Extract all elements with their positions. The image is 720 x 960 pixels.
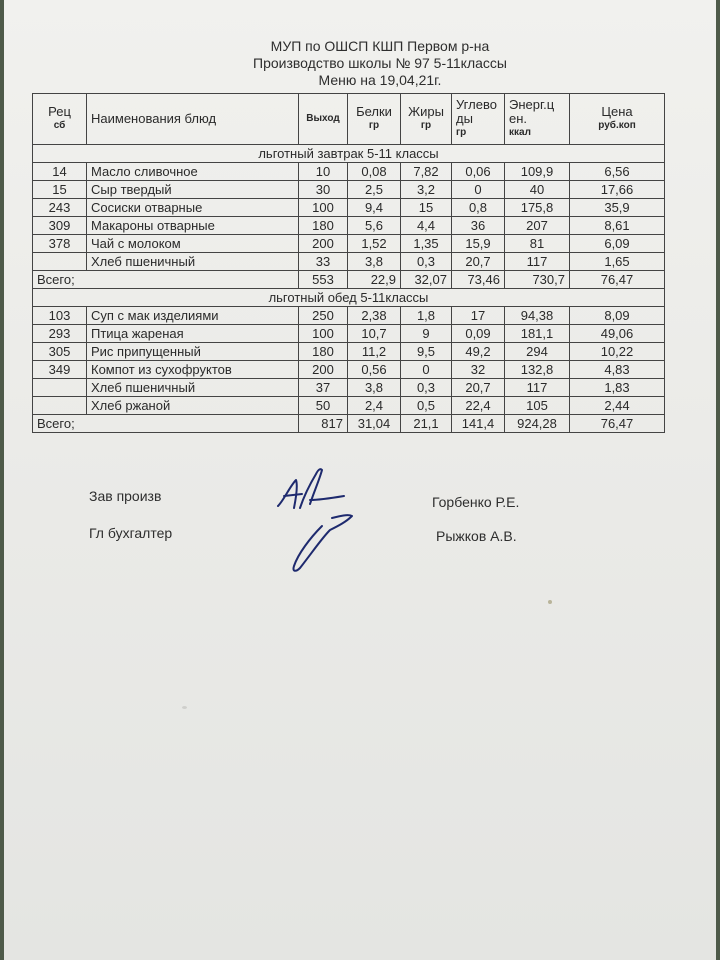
signature-label-production-head: Зав произв bbox=[89, 488, 162, 504]
section-title-lunch: льготный обед 5-11классы bbox=[33, 289, 665, 307]
paper-speck bbox=[548, 600, 552, 604]
col-header-fat-label: Жиры bbox=[408, 104, 444, 119]
cell-dish-name: Хлеб пшеничный bbox=[87, 253, 299, 271]
col-header-recipe-label: Рец bbox=[48, 104, 71, 119]
col-header-recipe-sub: сб bbox=[53, 120, 66, 131]
menu-table bbox=[32, 93, 665, 433]
cell-energy: 105 bbox=[505, 397, 570, 415]
cell-recipe: 309 bbox=[33, 217, 87, 235]
cell-energy: 117 bbox=[505, 379, 570, 397]
cell-dish-name: Сосиски отварные bbox=[87, 199, 299, 217]
cell-protein: 3,8 bbox=[348, 253, 401, 271]
cell-carbs: 32 bbox=[452, 361, 505, 379]
total-fat: 21,1 bbox=[401, 415, 452, 433]
table-row bbox=[33, 325, 665, 343]
cell-fat: 0 bbox=[401, 361, 452, 379]
cell-fat: 4,4 bbox=[401, 217, 452, 235]
table-header-row bbox=[33, 94, 665, 145]
signature-stroke bbox=[310, 496, 344, 500]
cell-fat: 0,3 bbox=[401, 379, 452, 397]
total-energy: 924,28 bbox=[505, 415, 570, 433]
cell-protein: 1,52 bbox=[348, 235, 401, 253]
col-header-carbs bbox=[452, 94, 505, 145]
col-header-output-label: Выход bbox=[306, 113, 340, 124]
total-fat: 32,07 bbox=[401, 271, 452, 289]
cell-output: 30 bbox=[299, 181, 348, 199]
table-row bbox=[33, 253, 665, 271]
cell-price: 1,83 bbox=[570, 379, 665, 397]
cell-energy: 94,38 bbox=[505, 307, 570, 325]
cell-carbs: 17 bbox=[452, 307, 505, 325]
cell-energy: 294 bbox=[505, 343, 570, 361]
cell-output: 100 bbox=[299, 199, 348, 217]
table-row bbox=[33, 397, 665, 415]
cell-carbs: 20,7 bbox=[452, 253, 505, 271]
cell-recipe: 103 bbox=[33, 307, 87, 325]
cell-price: 2,44 bbox=[570, 397, 665, 415]
total-label: Всего; bbox=[33, 415, 299, 433]
cell-carbs: 36 bbox=[452, 217, 505, 235]
signature-name-chief-accountant: Рыжков А.В. bbox=[436, 528, 517, 544]
col-header-energy-label-2: ен. bbox=[509, 111, 528, 126]
cell-recipe: 293 bbox=[33, 325, 87, 343]
col-header-protein bbox=[348, 94, 401, 145]
cell-energy: 181,1 bbox=[505, 325, 570, 343]
col-header-recipe bbox=[33, 94, 87, 145]
cell-protein: 2,4 bbox=[348, 397, 401, 415]
col-header-price-label: Цена bbox=[601, 104, 633, 119]
cell-fat: 1,8 bbox=[401, 307, 452, 325]
cell-carbs: 15,9 bbox=[452, 235, 505, 253]
col-header-price-unit: руб.коп bbox=[598, 120, 636, 131]
col-header-output bbox=[299, 94, 348, 145]
total-carbs: 141,4 bbox=[452, 415, 505, 433]
cell-protein: 0,56 bbox=[348, 361, 401, 379]
table-row bbox=[33, 217, 665, 235]
table-row bbox=[33, 181, 665, 199]
signature-name-production-head: Горбенко Р.Е. bbox=[432, 494, 520, 510]
cell-fat: 0,3 bbox=[401, 253, 452, 271]
background-edge-right bbox=[716, 0, 720, 960]
cell-dish-name: Сыр твердый bbox=[87, 181, 299, 199]
cell-output: 10 bbox=[299, 163, 348, 181]
cell-price: 17,66 bbox=[570, 181, 665, 199]
cell-recipe: 378 bbox=[33, 235, 87, 253]
cell-fat: 9,5 bbox=[401, 343, 452, 361]
cell-recipe bbox=[33, 379, 87, 397]
table-row bbox=[33, 361, 665, 379]
cell-recipe: 15 bbox=[33, 181, 87, 199]
cell-protein: 0,08 bbox=[348, 163, 401, 181]
cell-recipe bbox=[33, 397, 87, 415]
total-carbs: 73,46 bbox=[452, 271, 505, 289]
cell-energy: 207 bbox=[505, 217, 570, 235]
cell-fat: 3,2 bbox=[401, 181, 452, 199]
cell-fat: 1,35 bbox=[401, 235, 452, 253]
cell-output: 50 bbox=[299, 397, 348, 415]
total-row-breakfast bbox=[33, 271, 665, 289]
cell-price: 8,61 bbox=[570, 217, 665, 235]
section-row-breakfast bbox=[33, 145, 665, 163]
cell-energy: 40 bbox=[505, 181, 570, 199]
cell-recipe: 349 bbox=[33, 361, 87, 379]
total-energy: 730,7 bbox=[505, 271, 570, 289]
cell-protein: 11,2 bbox=[348, 343, 401, 361]
cell-protein: 2,38 bbox=[348, 307, 401, 325]
cell-protein: 3,8 bbox=[348, 379, 401, 397]
cell-price: 35,9 bbox=[570, 199, 665, 217]
cell-output: 33 bbox=[299, 253, 348, 271]
cell-dish-name: Макароны отварные bbox=[87, 217, 299, 235]
section-row-lunch bbox=[33, 289, 665, 307]
col-header-price bbox=[570, 94, 665, 145]
signature-stroke bbox=[300, 469, 322, 508]
cell-carbs: 20,7 bbox=[452, 379, 505, 397]
cell-output: 250 bbox=[299, 307, 348, 325]
table-row bbox=[33, 235, 665, 253]
handwritten-signature bbox=[270, 456, 370, 576]
total-price: 76,47 bbox=[570, 415, 665, 433]
cell-carbs: 22,4 bbox=[452, 397, 505, 415]
cell-price: 1,65 bbox=[570, 253, 665, 271]
cell-protein: 2,5 bbox=[348, 181, 401, 199]
cell-price: 8,09 bbox=[570, 307, 665, 325]
cell-recipe: 243 bbox=[33, 199, 87, 217]
col-header-carbs-label-2: ды bbox=[456, 111, 473, 126]
total-label: Всего; bbox=[33, 271, 299, 289]
cell-recipe bbox=[33, 253, 87, 271]
cell-protein: 9,4 bbox=[348, 199, 401, 217]
table-row bbox=[33, 307, 665, 325]
col-header-carbs-unit: гр bbox=[456, 127, 467, 138]
cell-protein: 10,7 bbox=[348, 325, 401, 343]
cell-protein: 5,6 bbox=[348, 217, 401, 235]
cell-price: 4,83 bbox=[570, 361, 665, 379]
cell-price: 49,06 bbox=[570, 325, 665, 343]
total-protein: 22,9 bbox=[348, 271, 401, 289]
header-organization: МУП по ОШСП КШП Первом р-на bbox=[270, 38, 490, 54]
cell-carbs: 0,09 bbox=[452, 325, 505, 343]
cell-output: 37 bbox=[299, 379, 348, 397]
total-output: 817 bbox=[299, 415, 348, 433]
cell-dish-name: Рис припущенный bbox=[87, 343, 299, 361]
cell-dish-name: Хлеб ржаной bbox=[87, 397, 299, 415]
cell-dish-name: Масло сливочное bbox=[87, 163, 299, 181]
cell-recipe: 305 bbox=[33, 343, 87, 361]
col-header-carbs-label: Углево bbox=[456, 97, 497, 112]
table-row bbox=[33, 199, 665, 217]
signature-stroke bbox=[293, 515, 352, 571]
cell-carbs: 0 bbox=[452, 181, 505, 199]
cell-output: 200 bbox=[299, 235, 348, 253]
signature-label-chief-accountant: Гл бухгалтер bbox=[89, 525, 173, 541]
cell-energy: 117 bbox=[505, 253, 570, 271]
cell-energy: 175,8 bbox=[505, 199, 570, 217]
total-protein: 31,04 bbox=[348, 415, 401, 433]
table-row bbox=[33, 343, 665, 361]
total-output: 553 bbox=[299, 271, 348, 289]
col-header-fat-unit: гр bbox=[420, 120, 432, 131]
cell-carbs: 49,2 bbox=[452, 343, 505, 361]
cell-dish-name: Хлеб пшеничный bbox=[87, 379, 299, 397]
cell-fat: 7,82 bbox=[401, 163, 452, 181]
header-production: Производство школы № 97 5-11классы bbox=[253, 55, 507, 71]
cell-output: 180 bbox=[299, 343, 348, 361]
total-price: 76,47 bbox=[570, 271, 665, 289]
total-row-lunch bbox=[33, 415, 665, 433]
section-title-breakfast: льготный завтрак 5-11 классы bbox=[33, 145, 665, 163]
cell-dish-name: Компот из сухофруктов bbox=[87, 361, 299, 379]
cell-energy: 109,9 bbox=[505, 163, 570, 181]
cell-dish-name: Чай с молоком bbox=[87, 235, 299, 253]
table-row bbox=[33, 163, 665, 181]
cell-energy: 81 bbox=[505, 235, 570, 253]
col-header-name: Наименования блюд bbox=[87, 94, 299, 145]
background-edge-left bbox=[0, 0, 4, 960]
col-header-fat bbox=[401, 94, 452, 145]
col-header-energy-label: Энерг.ц bbox=[509, 97, 555, 112]
cell-price: 10,22 bbox=[570, 343, 665, 361]
cell-output: 200 bbox=[299, 361, 348, 379]
col-header-energy-unit: ккал bbox=[509, 127, 531, 138]
cell-carbs: 0,06 bbox=[452, 163, 505, 181]
col-header-energy bbox=[505, 94, 570, 145]
cell-recipe: 14 bbox=[33, 163, 87, 181]
cell-fat: 9 bbox=[401, 325, 452, 343]
cell-dish-name: Суп с мак изделиями bbox=[87, 307, 299, 325]
header-menu-date: Меню на 19,04,21г. bbox=[318, 72, 442, 88]
cell-output: 180 bbox=[299, 217, 348, 235]
col-header-protein-label: Белки bbox=[356, 104, 392, 119]
cell-price: 6,56 bbox=[570, 163, 665, 181]
cell-price: 6,09 bbox=[570, 235, 665, 253]
cell-dish-name: Птица жареная bbox=[87, 325, 299, 343]
paper-speck bbox=[182, 706, 187, 709]
cell-output: 100 bbox=[299, 325, 348, 343]
cell-fat: 0,5 bbox=[401, 397, 452, 415]
cell-carbs: 0,8 bbox=[452, 199, 505, 217]
cell-fat: 15 bbox=[401, 199, 452, 217]
col-header-protein-unit: гр bbox=[368, 120, 380, 131]
cell-energy: 132,8 bbox=[505, 361, 570, 379]
table-row bbox=[33, 379, 665, 397]
